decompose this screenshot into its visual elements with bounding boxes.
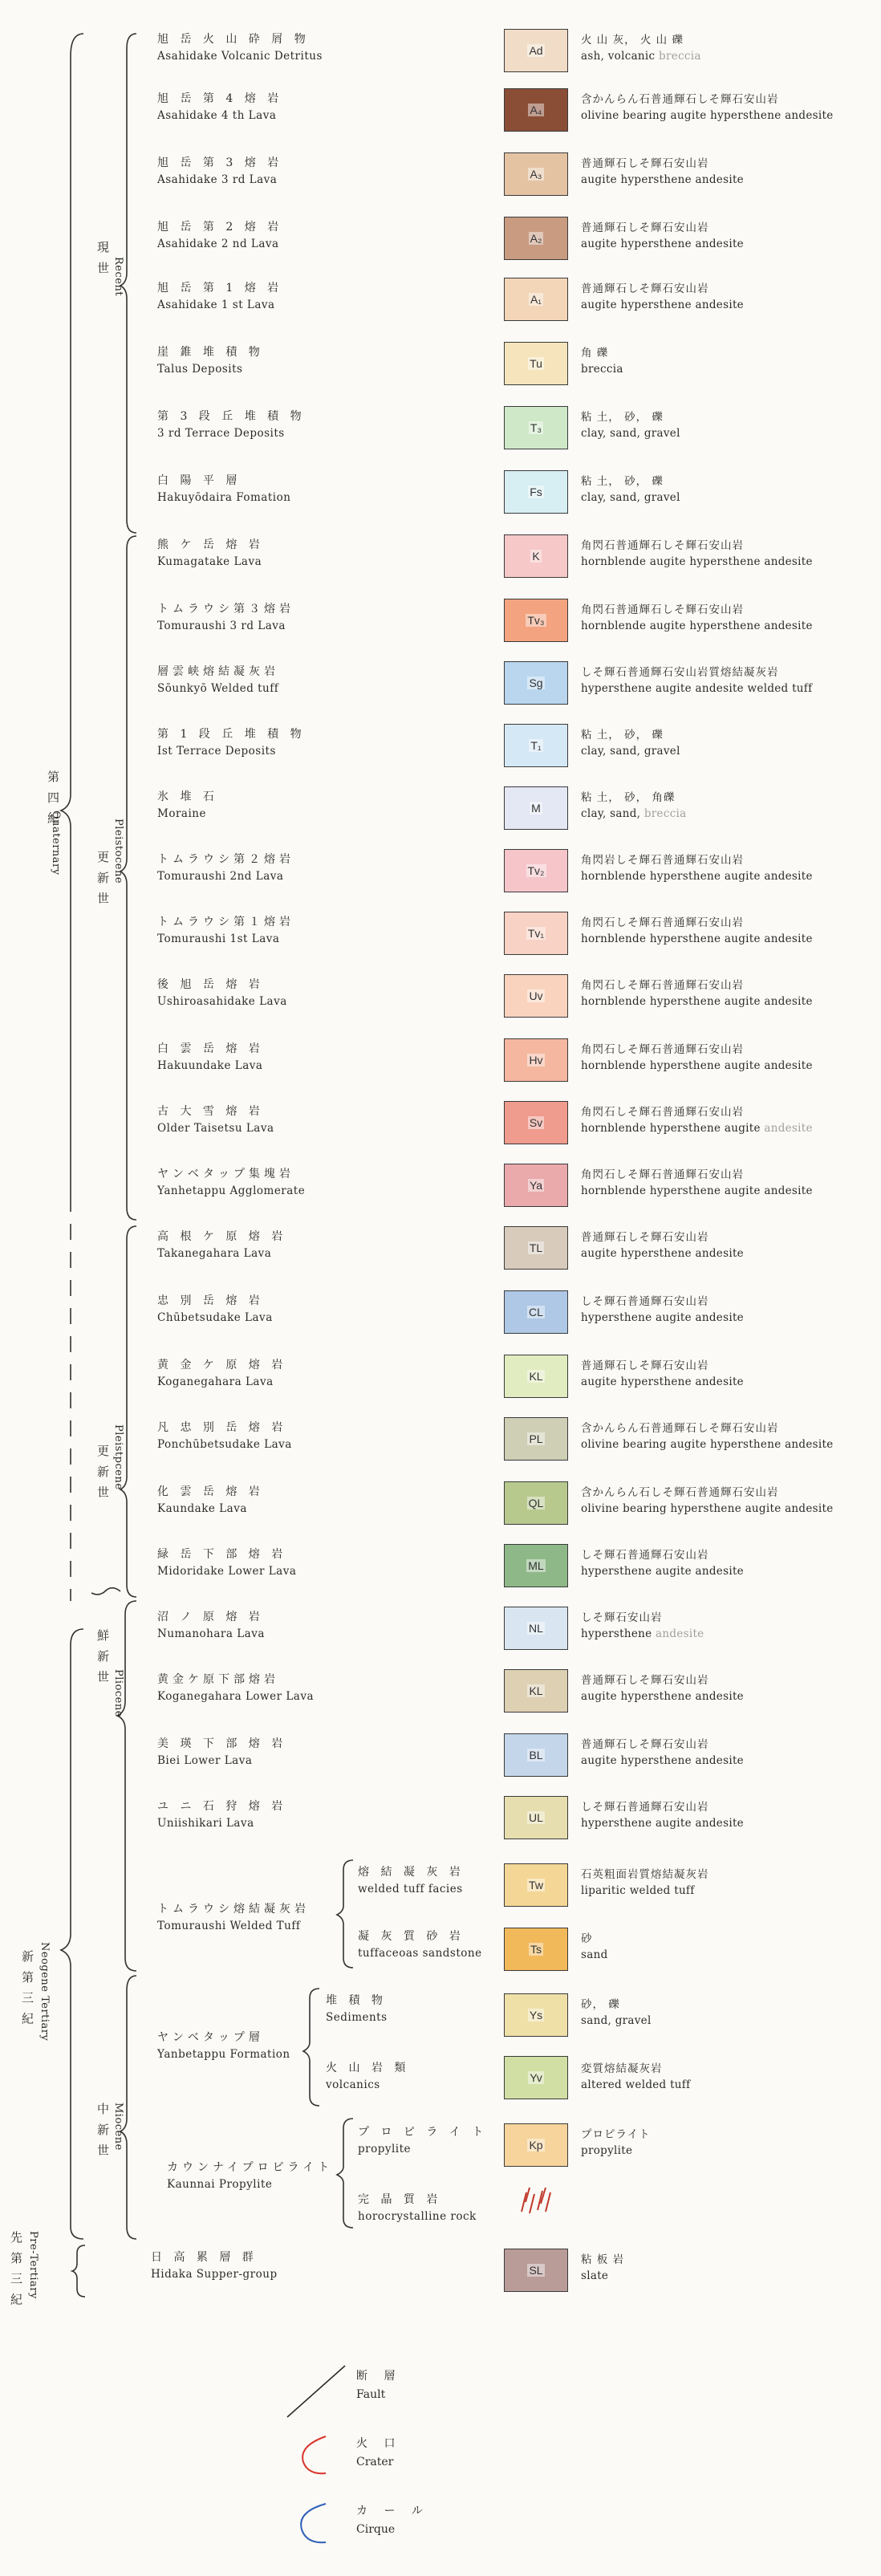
period-pretertiary-jp: 先 第 三 紀 (9, 2231, 23, 2308)
kaunnai-sub1-desc-jp: プロピライト (581, 2128, 651, 2141)
unit-desc-en-text: augite hypersthene andesite (581, 1247, 744, 1260)
unit-name-jp: 黄金ケ原下部熔岩 (157, 1673, 279, 1686)
legend-box (504, 1417, 568, 1461)
unit-desc-en (581, 682, 812, 695)
unit-desc-jp: 角閃石しそ輝石普通輝石安山岩 (581, 979, 744, 992)
unit-name-jp: 旭 岳 第 2 熔 岩 (157, 221, 283, 234)
unit-desc-jp: 角閃石しそ輝石普通輝石安山岩 (581, 1043, 744, 1056)
yanbetappu-sub2-en: volcanics (326, 2078, 380, 2091)
legend-box-code: UL (529, 1811, 543, 1824)
unit-desc-jp: 角 礫 (581, 347, 609, 360)
holocrystalline-symbol (514, 2183, 562, 2218)
unit-name-jp: 忠 別 岳 熔 岩 (157, 1294, 264, 1307)
legend-box-code: Ya (529, 1179, 543, 1192)
kaunnai-jp: カウンナイプロピライト (167, 2161, 334, 2174)
unit-name-en: Older Taisetsu Lava (157, 1122, 274, 1135)
unit-desc-jp: 角閃石しそ輝石普通輝石安山岩 (581, 1168, 744, 1181)
legend-box (504, 1796, 568, 1839)
legend-crater-jp: 火 口 (356, 2437, 402, 2450)
unit-desc-en-faded: andesite (764, 1122, 813, 1135)
kaunnai-sub1-desc-en: propylite (581, 2144, 633, 2157)
legend-box (504, 1226, 568, 1270)
unit-desc-en-text: hornblende hypersthene augite andesite (581, 995, 813, 1008)
unit-name-jp: 旭 岳 第 4 熔 岩 (157, 92, 283, 105)
unit-desc-en-text: hornblende hypersthene augite andesite (581, 1059, 813, 1072)
welded-sub2-desc-jp: 砂 (581, 1932, 593, 1945)
unit-desc-en-text: breccia (581, 363, 623, 376)
legend-box (504, 1544, 568, 1587)
unit-desc-en-faded: breccia (659, 50, 701, 63)
unit-desc-jp: 角閃石しそ輝石普通輝石安山岩 (581, 1106, 744, 1119)
yanbetappu-sub2-jp: 火 山 岩 類 (326, 2062, 410, 2074)
unit-name-en: Asahidake 4 th Lava (157, 109, 277, 122)
legend-box-code: Hv (529, 1054, 543, 1067)
unit-desc-en (581, 1375, 744, 1388)
kaunnai-sub1-jp: プ ロ ピ ラ イ ト (358, 2126, 488, 2139)
unit-desc-jp: 普通輝石しそ輝石安山岩 (581, 1359, 709, 1372)
unit-desc-jp: しそ輝石普通輝石安山岩 (581, 1549, 709, 1562)
unit-desc-en (581, 299, 744, 311)
unit-desc-en (581, 932, 813, 945)
legend-box-yv: Yv (504, 2056, 568, 2099)
unit-name-en: Tomuraushi 1st Lava (157, 932, 280, 945)
unit-desc-en-text: augite hypersthene andesite (581, 1690, 744, 1703)
legend-box (504, 88, 568, 132)
unit-desc-en-text: clay, sand, gravel (581, 745, 680, 758)
welded-tuff-jp: トムラウシ熔結凝灰岩 (157, 1903, 310, 1916)
unit-name-jp: 第 3 段 丘 堆 積 物 (157, 410, 306, 423)
unit-desc-en (581, 109, 834, 122)
unit-desc-en-text: hornblende hypersthene augite andesite (581, 932, 813, 945)
unit-name-en: Ponchūbetsudake Lava (157, 1438, 292, 1451)
legend-box (504, 724, 568, 767)
unit-name-jp: 白 陽 平 層 (157, 474, 242, 487)
unit-desc-en (581, 1184, 813, 1197)
legend-box-code: CL (529, 1306, 543, 1318)
legend-box-code: Tv₃ (527, 614, 545, 627)
unit-desc-en-text: augite hypersthene andesite (581, 1375, 744, 1388)
unit-desc-en-text: augite hypersthene andesite (581, 299, 744, 311)
unit-name-jp: 崖 錐 堆 積 物 (157, 346, 264, 359)
unit-name-en: Talus Deposits (157, 363, 243, 376)
legend-fault-jp: 断 層 (356, 2370, 402, 2383)
unit-name-jp: トムラウシ第３熔岩 (157, 603, 294, 616)
unit-name-jp: 黄 金 ケ 原 熔 岩 (157, 1359, 287, 1371)
unit-desc-en (581, 1247, 744, 1260)
legend-box-code: T₁ (530, 739, 542, 752)
unit-desc-en-text: hypersthene (581, 1627, 652, 1640)
epoch-miocene-jp: 中 新 世 (95, 2103, 110, 2159)
welded-tuff-en: Tomuraushi Welded Tuff (157, 1920, 301, 1932)
legend-box (504, 849, 568, 892)
unit-desc-en-text: hornblende augite hypersthene andesite (581, 555, 813, 568)
unit-desc-jp: 含かんらん石しそ輝石普通輝石安山岩 (581, 1486, 779, 1499)
unit-name-en: Hakuyōdaira Fomation (157, 491, 291, 504)
unit-name-jp: 旭 岳 第 3 熔 岩 (157, 156, 283, 169)
legend-box-code: M (531, 802, 541, 815)
cirque-icon (301, 2504, 326, 2542)
legend-cirque-jp: カ ー ル (356, 2505, 429, 2517)
unit-desc-en (581, 1817, 744, 1830)
yanbetappu-sub1-desc-jp: 砂， 礫 (581, 1998, 620, 2011)
unit-desc-en-text: hornblende hypersthene augite (581, 1122, 761, 1135)
unit-desc-en (581, 50, 701, 63)
unit-name-en: Numanohara Lava (157, 1627, 265, 1640)
legend-box-tw: Tw (504, 1863, 568, 1907)
legend-box (504, 470, 568, 514)
legend-box-code: KL (529, 1684, 543, 1697)
unit-name-en: Koganegahara Lava (157, 1375, 274, 1388)
unit-name-jp: 古 大 雪 熔 岩 (157, 1105, 264, 1118)
unit-name-jp: 旭 岳 火 山 砕 屑 物 (157, 33, 310, 46)
legend-box (504, 974, 568, 1018)
unit-desc-en (581, 1690, 744, 1703)
unit-name-jp: 緑 岳 下 部 熔 岩 (157, 1548, 287, 1561)
legend-box (504, 1038, 568, 1082)
unit-desc-en (581, 1122, 813, 1135)
legend-box (504, 1481, 568, 1525)
unit-name-en: Tomuraushi 3 rd Lava (157, 620, 286, 632)
epoch-pleistocene-en: Pleistocene (112, 819, 124, 884)
unit-desc-jp: 角閃石普通輝石しそ輝石安山岩 (581, 539, 744, 552)
unit-desc-jp: 粘 土， 砂， 礫 (581, 729, 664, 742)
welded-sub2-desc-en: sand (581, 1948, 608, 1961)
legend-box-code: Tv₂ (527, 864, 545, 877)
unit-desc-en-text: augite hypersthene andesite (581, 173, 744, 186)
unit-desc-en (581, 620, 813, 632)
unit-name-jp: 後 旭 岳 熔 岩 (157, 978, 264, 991)
unit-desc-en (581, 995, 813, 1008)
legend-box (504, 534, 568, 578)
unit-desc-en (581, 807, 687, 820)
crater-icon (302, 2436, 326, 2473)
fault-icon (287, 2366, 345, 2417)
epoch-pleistocene-jp: 更 新 世 (95, 851, 110, 907)
unit-name-en: 3 rd Terrace Deposits (157, 427, 285, 440)
legend-box (504, 406, 568, 449)
unit-desc-jp: 普通輝石しそ輝石安山岩 (581, 1738, 709, 1751)
hidaka-jp: 日 高 累 層 群 (151, 2251, 258, 2264)
unit-name-en: Moraine (157, 807, 206, 820)
epoch-pliocene-en: Pliocene (112, 1669, 124, 1717)
epoch-pleistpcene-jp: 更 新 世 (95, 1444, 110, 1501)
unit-name-en: Uniishikari Lava (157, 1817, 254, 1830)
unit-name-en: Kaundake Lava (157, 1502, 247, 1515)
yanbetappu-sub1-en: Sediments (326, 2011, 388, 2024)
legend-box-code: A₁ (530, 293, 542, 306)
legend-box-code: A₂ (530, 232, 542, 245)
period-quaternary-jp: 第 四 紀 (46, 770, 60, 827)
yanbetappu-en: Yanbetappu Formation (157, 2048, 290, 2061)
unit-desc-jp: 角閃石普通輝石しそ輝石安山岩 (581, 603, 744, 616)
legend-box-code: QL (528, 1497, 544, 1509)
legend-cirque-en: Cirque (356, 2523, 396, 2536)
unit-desc-en-text: clay, sand, gravel (581, 427, 680, 440)
legend-box (504, 1290, 568, 1334)
kaunnai-sub2-en: horocrystalline rock (358, 2210, 477, 2223)
yanbetappu-jp: ヤンベタップ層 (157, 2031, 264, 2044)
unit-desc-jp: 普通輝石しそ輝石安山岩 (581, 221, 709, 234)
unit-desc-en (581, 1438, 834, 1451)
unit-desc-en (581, 238, 744, 250)
legend-box (504, 912, 568, 955)
legend-box-code: K (532, 550, 540, 563)
epoch-recent-en: Recent (112, 257, 124, 297)
epoch-pliocene-jp: 鮮 新 世 (95, 1629, 110, 1685)
unit-desc-jp: 粘 土， 砂， 角礫 (581, 791, 676, 804)
unit-desc-jp: 角閃岩しそ輝石普通輝石安山岩 (581, 854, 744, 867)
unit-name-jp: 層雲峡熔結凝灰岩 (157, 665, 279, 678)
legend-box-code: T₃ (530, 421, 542, 434)
unit-name-jp: 第 1 段 丘 堆 積 物 (157, 728, 306, 741)
legend-box-ts: Ts (504, 1928, 568, 1971)
unit-desc-jp: 粘 土， 砂， 礫 (581, 475, 664, 488)
legend-box-code: Ad (529, 44, 543, 57)
unit-desc-jp: しそ輝石普通輝石安山岩 (581, 1295, 709, 1308)
unit-desc-en-text: augite hypersthene andesite (581, 238, 744, 250)
unit-name-en: Midoridake Lower Lava (157, 1565, 297, 1578)
welded-sub1-en: welded tuff facies (358, 1883, 463, 1895)
legend-box-code: BL (529, 1749, 543, 1761)
hidaka-desc-jp: 粘 板 岩 (581, 2253, 625, 2266)
hidaka-en: Hidaka Supper-group (151, 2268, 278, 2281)
unit-name-en: Koganegahara Lower Lava (157, 1690, 315, 1703)
welded-sub1-desc-jp: 石英粗面岩質熔結凝灰岩 (581, 1868, 709, 1881)
unit-desc-en (581, 870, 813, 883)
unit-name-en: Sōunkyō Welded tuff (157, 682, 279, 695)
legend-box-code: A₃ (530, 168, 542, 181)
period-quaternary-en-label: Quaternary (50, 811, 62, 876)
legend-box-code: A₄ (530, 104, 542, 116)
legend-box-code: Tu (530, 357, 542, 370)
unit-name-jp: 氷 堆 石 (157, 790, 218, 803)
unit-desc-en-text: hornblende augite hypersthene andesite (581, 620, 813, 632)
unit-desc-en (581, 1059, 813, 1072)
unit-name-jp: トムラウシ第１熔岩 (157, 916, 294, 928)
kaunnai-en: Kaunnai Propylite (167, 2178, 273, 2191)
unit-desc-en (581, 1627, 704, 1640)
unit-name-en: Takanegahara Lava (157, 1247, 272, 1260)
unit-desc-jp: しそ輝石安山岩 (581, 1611, 663, 1624)
legend-box (504, 1669, 568, 1713)
unit-desc-en (581, 1311, 744, 1324)
legend-box-code: Fs (530, 486, 542, 498)
unit-name-en: Kumagatake Lava (157, 555, 262, 568)
legend-box-code: NL (529, 1622, 543, 1635)
yanbetappu-sub1-desc-en: sand, gravel (581, 2014, 652, 2027)
period-neogene-jp: 新 第 三 紀 (20, 1950, 35, 2027)
unit-desc-en-text: olivine bearing augite hypersthene andesite (581, 1438, 834, 1451)
legend-box (504, 1355, 568, 1398)
unit-desc-en-text: hornblende hypersthene augite andesite (581, 1184, 813, 1197)
unit-name-jp: トムラウシ第２熔岩 (157, 853, 294, 866)
unit-name-jp: 旭 岳 第 1 熔 岩 (157, 282, 283, 295)
unit-desc-jp: しそ輝石普通輝石安山岩質熔結凝灰岩 (581, 666, 779, 679)
unit-desc-en (581, 555, 813, 568)
legend-box-code: PL (529, 1432, 543, 1445)
unit-name-jp: 化 雲 岳 熔 岩 (157, 1485, 264, 1498)
unit-desc-en (581, 363, 623, 376)
unit-name-en: Asahidake Volcanic Detritus (157, 50, 323, 63)
unit-name-en: Ist Terrace Deposits (157, 745, 276, 758)
unit-desc-en (581, 491, 680, 504)
unit-name-en: Hakuundake Lava (157, 1059, 263, 1072)
unit-name-en: Chūbetsudake Lava (157, 1311, 273, 1324)
legend-box (504, 1164, 568, 1207)
epoch-pleistpcene-en: Pleistpcene (112, 1424, 124, 1490)
period-neogene-en: Neogene Tertiary (39, 1942, 51, 2042)
legend-box-code: Tv₁ (527, 927, 545, 940)
unit-name-jp: ヤンベタップ集塊岩 (157, 1168, 294, 1180)
hidaka-desc-en: slate (581, 2269, 609, 2282)
unit-desc-en-text: clay, sand, (581, 807, 641, 820)
legend-box-kp: Kp (504, 2123, 568, 2167)
legend-box (504, 342, 568, 385)
period-pretertiary-en: Pre-Tertiary (27, 2231, 39, 2299)
unit-desc-jp: 粘 土， 砂， 礫 (581, 411, 664, 424)
kaunnai-sub2-jp: 完 晶 質 岩 (358, 2193, 442, 2206)
unit-name-en: Asahidake 1 st Lava (157, 299, 275, 311)
legend-box (504, 217, 568, 260)
unit-desc-jp: 普通輝石しそ輝石安山岩 (581, 157, 709, 170)
unit-desc-jp: 火 山 灰， 火 山 礫 (581, 34, 684, 47)
unit-desc-en-text: hypersthene augite andesite (581, 1817, 744, 1830)
unit-desc-jp: 普通輝石しそ輝石安山岩 (581, 282, 709, 295)
legend-box (504, 1733, 568, 1777)
unit-desc-en-text: olivine bearing hypersthene augite andesite (581, 1502, 834, 1515)
unit-desc-jp: 含かんらん石普通輝石しそ輝石安山岩 (581, 1422, 779, 1435)
legend-box-code: Uv (529, 989, 543, 1002)
legend-box (504, 29, 568, 72)
symbol-legend (281, 2359, 353, 2568)
legend-box (504, 661, 568, 705)
unit-desc-jp: しそ輝石普通輝石安山岩 (581, 1801, 709, 1814)
legend-fault-en: Fault (356, 2388, 386, 2401)
unit-name-en: Tomuraushi 2nd Lava (157, 870, 284, 883)
unit-desc-en-text: augite hypersthene andesite (581, 1754, 744, 1767)
unit-desc-en-text: ash, volcanic (581, 50, 656, 63)
unit-name-jp: ユ ニ 石 狩 熔 岩 (157, 1800, 287, 1813)
legend-box (504, 1607, 568, 1650)
legend-box (504, 786, 568, 830)
welded-sub1-jp: 熔 結 凝 灰 岩 (358, 1866, 465, 1879)
welded-sub2-en: tuffaceoas sandstone (358, 1947, 482, 1960)
unit-name-jp: 沼 ノ 原 熔 岩 (157, 1611, 264, 1623)
unit-desc-en-faded: breccia (643, 807, 687, 820)
unit-desc-en-text: hypersthene augite andesite (581, 1565, 744, 1578)
yanbetappu-sub1-jp: 堆 積 物 (326, 1994, 387, 2007)
unit-desc-jp: 普通輝石しそ輝石安山岩 (581, 1231, 709, 1244)
legend-crater-en: Crater (356, 2456, 394, 2468)
unit-desc-en (581, 427, 680, 440)
unit-name-en: Asahidake 2 nd Lava (157, 238, 279, 250)
unit-name-jp: 熊 ケ 岳 熔 岩 (157, 538, 264, 551)
welded-sub1-desc-en: liparitic welded tuff (581, 1884, 695, 1897)
legend-box (504, 1101, 568, 1144)
unit-desc-en-text: clay, sand, gravel (581, 491, 680, 504)
unit-desc-en-text: hypersthene augite andesite (581, 1311, 744, 1324)
legend-box (504, 278, 568, 321)
unit-name-en: Asahidake 3 rd Lava (157, 173, 278, 186)
unit-desc-en (581, 1565, 744, 1578)
legend-box-code: ML (528, 1559, 544, 1572)
unit-name-en: Ushiroasahidake Lava (157, 995, 287, 1008)
unit-name-en: Yanhetappu Agglomerate (157, 1184, 306, 1197)
epoch-miocene-en: Miocene (112, 2103, 124, 2151)
unit-desc-en-text: hornblende hypersthene augite andesite (581, 870, 813, 883)
legend-box (504, 152, 568, 196)
unit-name-jp: 凡 忠 別 岳 熔 岩 (157, 1421, 287, 1434)
unit-desc-jp: 普通輝石しそ輝石安山岩 (581, 1674, 709, 1687)
unit-name-jp: 白 雲 岳 熔 岩 (157, 1042, 264, 1055)
legend-box-code: TL (529, 1241, 543, 1254)
unit-desc-en-text: hypersthene augite andesite welded tuff (581, 682, 813, 695)
unit-desc-en (581, 173, 744, 186)
kaunnai-sub1-en: propylite (358, 2143, 412, 2155)
legend-box-sl: SL (504, 2249, 568, 2292)
legend-box-code: Sv (529, 1116, 543, 1129)
unit-name-jp: 美 瑛 下 部 熔 岩 (157, 1737, 287, 1750)
unit-desc-en (581, 1754, 744, 1767)
epoch-recent-jp: 現 世 (95, 241, 110, 276)
unit-desc-en (581, 745, 680, 758)
legend-box-code: Sg (529, 677, 543, 689)
welded-sub2-jp: 凝 灰 質 砂 岩 (358, 1930, 465, 1943)
yanbetappu-sub2-desc-en: altered welded tuff (581, 2078, 691, 2091)
unit-desc-en (581, 1502, 834, 1515)
unit-desc-jp: 角閃石しそ輝石普通輝石安山岩 (581, 916, 744, 929)
legend-box-ys: Ys (504, 1993, 568, 2037)
legend-box-code: KL (529, 1370, 543, 1383)
yanbetappu-sub2-desc-jp: 変質熔結凝灰岩 (581, 2062, 663, 2075)
unit-name-en: Biei Lower Lava (157, 1754, 253, 1767)
unit-desc-en-text: olivine bearing augite hypersthene andesite (581, 109, 834, 122)
unit-desc-jp: 含かんらん石普通輝石しそ輝石安山岩 (581, 93, 779, 106)
unit-name-jp: 高 根 ケ 原 熔 岩 (157, 1230, 287, 1243)
unit-desc-en-faded: andesite (656, 1627, 704, 1640)
legend-box (504, 599, 568, 642)
